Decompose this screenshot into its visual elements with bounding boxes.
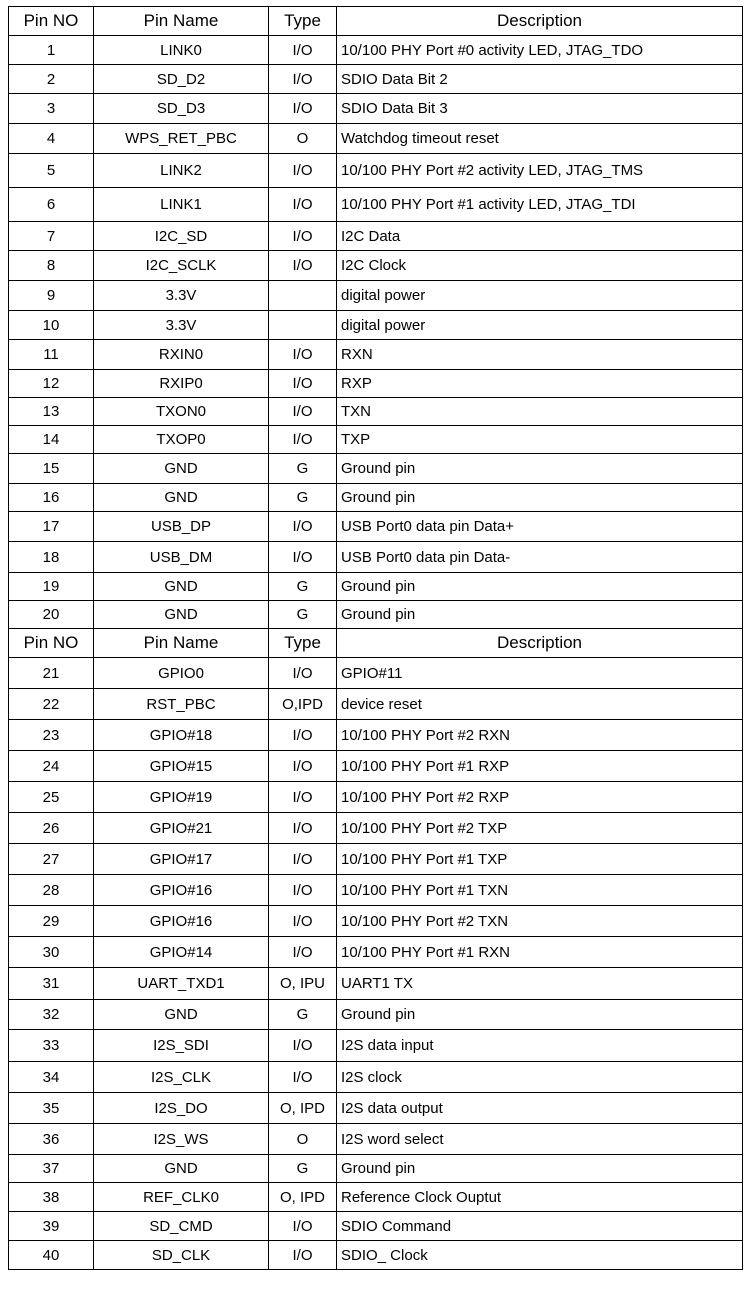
table-row (9, 1183, 743, 1212)
pin-no-cell: 31 (9, 968, 94, 1000)
pin-name-cell: RXIN0 (94, 340, 269, 370)
table-row (9, 154, 743, 188)
type-cell: I/O (269, 906, 337, 937)
table-row (9, 573, 743, 601)
description-cell: 10/100 PHY Port #1 RXP (337, 751, 743, 782)
header-pin-no: Pin NO (9, 7, 94, 36)
type-cell: G (269, 1000, 337, 1030)
pin-no-cell: 18 (9, 542, 94, 573)
type-cell: I/O (269, 875, 337, 906)
table-row (9, 1155, 743, 1183)
pin-name-cell: GPIO#16 (94, 875, 269, 906)
type-cell: I/O (269, 1030, 337, 1062)
type-cell: I/O (269, 36, 337, 65)
table-row (9, 782, 743, 813)
pin-name-cell: WPS_RET_PBC (94, 124, 269, 154)
description-cell: 10/100 PHY Port #1 activity LED, JTAG_TDI (337, 188, 743, 222)
table-row (9, 124, 743, 154)
table-row (9, 484, 743, 512)
pin-no-cell: 39 (9, 1212, 94, 1241)
description-cell: 10/100 PHY Port #2 TXN (337, 906, 743, 937)
table-row (9, 94, 743, 124)
pin-no-cell: 2 (9, 65, 94, 94)
description-cell: UART1 TX (337, 968, 743, 1000)
type-cell: I/O (269, 782, 337, 813)
pin-no-cell: 17 (9, 512, 94, 542)
pin-no-cell: 26 (9, 813, 94, 844)
description-cell: TXP (337, 426, 743, 454)
header-pin-name: Pin Name (94, 7, 269, 36)
pin-name-cell: GND (94, 1000, 269, 1030)
table-header-row (9, 629, 743, 658)
description-cell: Ground pin (337, 1000, 743, 1030)
pin-no-cell: 32 (9, 1000, 94, 1030)
pin-no-cell: 12 (9, 370, 94, 398)
description-cell: 10/100 PHY Port #2 RXN (337, 720, 743, 751)
description-cell: 10/100 PHY Port #1 TXN (337, 875, 743, 906)
table-row (9, 251, 743, 281)
header-pin-name: Pin Name (94, 629, 269, 658)
pin-no-cell: 25 (9, 782, 94, 813)
type-cell: I/O (269, 251, 337, 281)
description-cell: RXP (337, 370, 743, 398)
description-cell: Watchdog timeout reset (337, 124, 743, 154)
header-pin-no: Pin NO (9, 629, 94, 658)
header-description: Description (337, 7, 743, 36)
type-cell: I/O (269, 65, 337, 94)
pin-name-cell: GND (94, 573, 269, 601)
header-type: Type (269, 7, 337, 36)
pin-name-cell: GPIO0 (94, 658, 269, 689)
pin-no-cell: 20 (9, 601, 94, 629)
type-cell: I/O (269, 542, 337, 573)
description-cell: I2S data input (337, 1030, 743, 1062)
type-cell: G (269, 573, 337, 601)
table-row (9, 875, 743, 906)
table-row (9, 658, 743, 689)
type-cell: I/O (269, 512, 337, 542)
pin-name-cell: TXON0 (94, 398, 269, 426)
pin-no-cell: 28 (9, 875, 94, 906)
header-type: Type (269, 629, 337, 658)
pin-no-cell: 40 (9, 1241, 94, 1270)
type-cell: O (269, 124, 337, 154)
pin-name-cell: LINK2 (94, 154, 269, 188)
table-row (9, 751, 743, 782)
pin-no-cell: 16 (9, 484, 94, 512)
pin-name-cell: LINK0 (94, 36, 269, 65)
table-row (9, 1000, 743, 1030)
table-row (9, 1093, 743, 1124)
table-row (9, 844, 743, 875)
pin-no-cell: 34 (9, 1062, 94, 1093)
pin-no-cell: 24 (9, 751, 94, 782)
description-cell: Ground pin (337, 601, 743, 629)
description-cell: 10/100 PHY Port #0 activity LED, JTAG_TDO (337, 36, 743, 65)
pin-name-cell: GND (94, 601, 269, 629)
pin-no-cell: 22 (9, 689, 94, 720)
pin-no-cell: 4 (9, 124, 94, 154)
table-row (9, 937, 743, 968)
type-cell: I/O (269, 222, 337, 251)
type-cell: G (269, 454, 337, 484)
type-cell: G (269, 1155, 337, 1183)
type-cell: I/O (269, 188, 337, 222)
pin-no-cell: 13 (9, 398, 94, 426)
description-cell: SDIO Data Bit 3 (337, 94, 743, 124)
pin-name-cell: GPIO#14 (94, 937, 269, 968)
description-cell: I2C Data (337, 222, 743, 251)
table-row (9, 542, 743, 573)
description-cell: USB Port0 data pin Data- (337, 542, 743, 573)
description-cell: TXN (337, 398, 743, 426)
pin-name-cell: GPIO#16 (94, 906, 269, 937)
pin-no-cell: 11 (9, 340, 94, 370)
type-cell: O,IPD (269, 689, 337, 720)
table-row (9, 813, 743, 844)
pin-name-cell: USB_DM (94, 542, 269, 573)
table-row (9, 340, 743, 370)
pin-no-cell: 35 (9, 1093, 94, 1124)
table-row (9, 1030, 743, 1062)
type-cell: I/O (269, 1212, 337, 1241)
pin-name-cell: USB_DP (94, 512, 269, 542)
pin-no-cell: 8 (9, 251, 94, 281)
type-cell: I/O (269, 844, 337, 875)
pin-no-cell: 37 (9, 1155, 94, 1183)
table-row (9, 512, 743, 542)
table-row (9, 906, 743, 937)
pin-name-cell: I2S_SDI (94, 1030, 269, 1062)
description-cell: USB Port0 data pin Data+ (337, 512, 743, 542)
description-cell: SDIO_ Clock (337, 1241, 743, 1270)
type-cell: G (269, 601, 337, 629)
type-cell (269, 281, 337, 311)
pin-no-cell: 29 (9, 906, 94, 937)
description-cell: GPIO#11 (337, 658, 743, 689)
description-cell: Ground pin (337, 454, 743, 484)
pin-name-cell: GND (94, 484, 269, 512)
type-cell: O, IPU (269, 968, 337, 1000)
table-row (9, 188, 743, 222)
table-row (9, 1124, 743, 1155)
pin-no-cell: 19 (9, 573, 94, 601)
pin-name-cell: 3.3V (94, 281, 269, 311)
pin-no-cell: 38 (9, 1183, 94, 1212)
type-cell: I/O (269, 1062, 337, 1093)
pin-table-body (9, 7, 743, 1270)
description-cell: 10/100 PHY Port #1 RXN (337, 937, 743, 968)
pin-name-cell: 3.3V (94, 311, 269, 340)
type-cell: O, IPD (269, 1183, 337, 1212)
header-description: Description (337, 629, 743, 658)
pin-no-cell: 7 (9, 222, 94, 251)
table-row (9, 720, 743, 751)
pin-name-cell: I2S_DO (94, 1093, 269, 1124)
pin-no-cell: 27 (9, 844, 94, 875)
pin-no-cell: 5 (9, 154, 94, 188)
type-cell: O (269, 1124, 337, 1155)
pin-name-cell: I2S_CLK (94, 1062, 269, 1093)
table-row (9, 281, 743, 311)
description-cell: SDIO Data Bit 2 (337, 65, 743, 94)
pin-no-cell: 3 (9, 94, 94, 124)
table-row (9, 65, 743, 94)
pin-no-cell: 14 (9, 426, 94, 454)
type-cell: I/O (269, 720, 337, 751)
pin-name-cell: SD_D3 (94, 94, 269, 124)
type-cell: I/O (269, 94, 337, 124)
description-cell: RXN (337, 340, 743, 370)
pin-name-cell: GND (94, 1155, 269, 1183)
pin-no-cell: 1 (9, 36, 94, 65)
pin-name-cell: I2C_SCLK (94, 251, 269, 281)
description-cell: I2C Clock (337, 251, 743, 281)
table-row (9, 1241, 743, 1270)
pin-no-cell: 21 (9, 658, 94, 689)
table-row (9, 311, 743, 340)
type-cell: I/O (269, 751, 337, 782)
description-cell: 10/100 PHY Port #2 RXP (337, 782, 743, 813)
pin-no-cell: 10 (9, 311, 94, 340)
pin-no-cell: 33 (9, 1030, 94, 1062)
pin-no-cell: 6 (9, 188, 94, 222)
pin-no-cell: 36 (9, 1124, 94, 1155)
pin-name-cell: GND (94, 454, 269, 484)
type-cell: I/O (269, 154, 337, 188)
table-row (9, 689, 743, 720)
table-row (9, 426, 743, 454)
pin-name-cell: RXIP0 (94, 370, 269, 398)
type-cell: I/O (269, 813, 337, 844)
description-cell: Ground pin (337, 1155, 743, 1183)
type-cell: I/O (269, 658, 337, 689)
type-cell (269, 311, 337, 340)
description-cell: digital power (337, 281, 743, 311)
pin-name-cell: TXOP0 (94, 426, 269, 454)
pin-name-cell: GPIO#21 (94, 813, 269, 844)
type-cell: I/O (269, 370, 337, 398)
pin-no-cell: 9 (9, 281, 94, 311)
table-row (9, 222, 743, 251)
description-cell: 10/100 PHY Port #1 TXP (337, 844, 743, 875)
pin-name-cell: I2S_WS (94, 1124, 269, 1155)
description-cell: 10/100 PHY Port #2 TXP (337, 813, 743, 844)
type-cell: I/O (269, 398, 337, 426)
pin-name-cell: LINK1 (94, 188, 269, 222)
description-cell: device reset (337, 689, 743, 720)
description-cell: I2S clock (337, 1062, 743, 1093)
pin-name-cell: SD_CMD (94, 1212, 269, 1241)
type-cell: I/O (269, 426, 337, 454)
table-row (9, 454, 743, 484)
description-cell: SDIO Command (337, 1212, 743, 1241)
description-cell: I2S word select (337, 1124, 743, 1155)
pin-name-cell: SD_D2 (94, 65, 269, 94)
pin-name-cell: RST_PBC (94, 689, 269, 720)
description-cell: I2S data output (337, 1093, 743, 1124)
pin-name-cell: UART_TXD1 (94, 968, 269, 1000)
pin-no-cell: 30 (9, 937, 94, 968)
type-cell: I/O (269, 937, 337, 968)
description-cell: Ground pin (337, 484, 743, 512)
table-row (9, 1212, 743, 1241)
pin-no-cell: 15 (9, 454, 94, 484)
pin-name-cell: GPIO#17 (94, 844, 269, 875)
description-cell: 10/100 PHY Port #2 activity LED, JTAG_TMS (337, 154, 743, 188)
pin-table (8, 6, 743, 1270)
type-cell: O, IPD (269, 1093, 337, 1124)
description-cell: Ground pin (337, 573, 743, 601)
pin-name-cell: REF_CLK0 (94, 1183, 269, 1212)
type-cell: I/O (269, 1241, 337, 1270)
table-row (9, 1062, 743, 1093)
table-row (9, 398, 743, 426)
table-row (9, 36, 743, 65)
table-header-row (9, 7, 743, 36)
pin-name-cell: SD_CLK (94, 1241, 269, 1270)
table-row (9, 968, 743, 1000)
pin-name-cell: GPIO#19 (94, 782, 269, 813)
table-row (9, 370, 743, 398)
description-cell: digital power (337, 311, 743, 340)
type-cell: I/O (269, 340, 337, 370)
table-row (9, 601, 743, 629)
pin-name-cell: GPIO#18 (94, 720, 269, 751)
pin-name-cell: GPIO#15 (94, 751, 269, 782)
description-cell: Reference Clock Ouptut (337, 1183, 743, 1212)
pin-name-cell: I2C_SD (94, 222, 269, 251)
type-cell: G (269, 484, 337, 512)
pin-no-cell: 23 (9, 720, 94, 751)
